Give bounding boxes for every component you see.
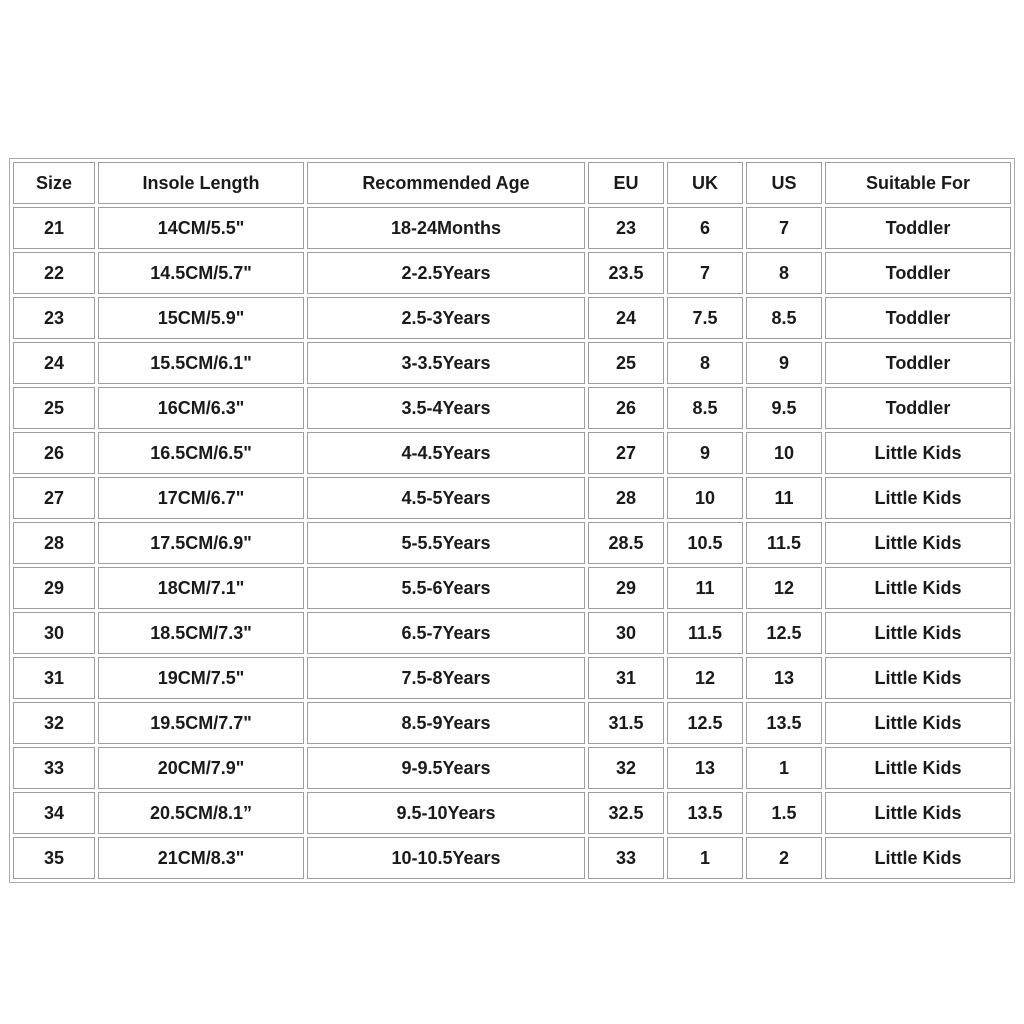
cell-suitable-for: Little Kids xyxy=(825,702,1011,744)
cell-uk: 7 xyxy=(667,252,743,294)
cell-eu: 29 xyxy=(588,567,664,609)
cell-insole-length: 16.5CM/6.5" xyxy=(98,432,304,474)
table-row xyxy=(13,567,1011,609)
cell-uk: 9 xyxy=(667,432,743,474)
cell-suitable-for: Little Kids xyxy=(825,657,1011,699)
cell-eu: 26 xyxy=(588,387,664,429)
cell-recommended-age: 7.5-8Years xyxy=(307,657,585,699)
cell-insole-length: 19.5CM/7.7" xyxy=(98,702,304,744)
cell-recommended-age: 6.5-7Years xyxy=(307,612,585,654)
cell-suitable-for: Toddler xyxy=(825,342,1011,384)
cell-size: 31 xyxy=(13,657,95,699)
cell-us: 11.5 xyxy=(746,522,822,564)
cell-us: 13 xyxy=(746,657,822,699)
cell-recommended-age: 4.5-5Years xyxy=(307,477,585,519)
table-row xyxy=(13,207,1011,249)
cell-us: 7 xyxy=(746,207,822,249)
cell-insole-length: 20.5CM/8.1” xyxy=(98,792,304,834)
cell-us: 11 xyxy=(746,477,822,519)
size-chart-table xyxy=(9,158,1015,883)
cell-us: 12 xyxy=(746,567,822,609)
cell-uk: 13.5 xyxy=(667,792,743,834)
cell-size: 22 xyxy=(13,252,95,294)
table-row xyxy=(13,657,1011,699)
cell-recommended-age: 18-24Months xyxy=(307,207,585,249)
table-row xyxy=(13,522,1011,564)
table-body xyxy=(13,207,1011,879)
cell-eu: 31 xyxy=(588,657,664,699)
cell-recommended-age: 5-5.5Years xyxy=(307,522,585,564)
cell-eu: 27 xyxy=(588,432,664,474)
cell-uk: 10.5 xyxy=(667,522,743,564)
header-suitable-for: Suitable For xyxy=(825,162,1011,204)
table-row xyxy=(13,747,1011,789)
cell-uk: 12.5 xyxy=(667,702,743,744)
header-eu: EU xyxy=(588,162,664,204)
cell-size: 35 xyxy=(13,837,95,879)
cell-eu: 30 xyxy=(588,612,664,654)
cell-eu: 32 xyxy=(588,747,664,789)
table-row xyxy=(13,477,1011,519)
cell-size: 30 xyxy=(13,612,95,654)
cell-size: 33 xyxy=(13,747,95,789)
cell-recommended-age: 9-9.5Years xyxy=(307,747,585,789)
cell-uk: 8 xyxy=(667,342,743,384)
cell-eu: 23.5 xyxy=(588,252,664,294)
cell-eu: 28.5 xyxy=(588,522,664,564)
header-recommended-age: Recommended Age xyxy=(307,162,585,204)
cell-us: 1.5 xyxy=(746,792,822,834)
header-uk: UK xyxy=(667,162,743,204)
cell-uk: 10 xyxy=(667,477,743,519)
cell-suitable-for: Toddler xyxy=(825,297,1011,339)
cell-size: 29 xyxy=(13,567,95,609)
cell-size: 25 xyxy=(13,387,95,429)
cell-uk: 11 xyxy=(667,567,743,609)
cell-us: 9.5 xyxy=(746,387,822,429)
header-insole-length: Insole Length xyxy=(98,162,304,204)
cell-suitable-for: Little Kids xyxy=(825,477,1011,519)
cell-us: 2 xyxy=(746,837,822,879)
cell-suitable-for: Toddler xyxy=(825,207,1011,249)
cell-uk: 1 xyxy=(667,837,743,879)
cell-insole-length: 17CM/6.7" xyxy=(98,477,304,519)
cell-suitable-for: Little Kids xyxy=(825,522,1011,564)
cell-insole-length: 18.5CM/7.3" xyxy=(98,612,304,654)
cell-suitable-for: Little Kids xyxy=(825,567,1011,609)
cell-suitable-for: Little Kids xyxy=(825,837,1011,879)
table-row xyxy=(13,612,1011,654)
header-row xyxy=(13,162,1011,204)
cell-eu: 23 xyxy=(588,207,664,249)
header-us: US xyxy=(746,162,822,204)
cell-eu: 28 xyxy=(588,477,664,519)
cell-us: 9 xyxy=(746,342,822,384)
table-row xyxy=(13,837,1011,879)
cell-recommended-age: 3.5-4Years xyxy=(307,387,585,429)
cell-suitable-for: Little Kids xyxy=(825,747,1011,789)
cell-us: 8 xyxy=(746,252,822,294)
cell-eu: 33 xyxy=(588,837,664,879)
cell-us: 12.5 xyxy=(746,612,822,654)
cell-suitable-for: Little Kids xyxy=(825,432,1011,474)
cell-eu: 31.5 xyxy=(588,702,664,744)
header-size: Size xyxy=(13,162,95,204)
cell-recommended-age: 8.5-9Years xyxy=(307,702,585,744)
cell-us: 13.5 xyxy=(746,702,822,744)
table-row xyxy=(13,387,1011,429)
cell-uk: 6 xyxy=(667,207,743,249)
cell-uk: 7.5 xyxy=(667,297,743,339)
cell-recommended-age: 9.5-10Years xyxy=(307,792,585,834)
table-row xyxy=(13,297,1011,339)
cell-insole-length: 14CM/5.5" xyxy=(98,207,304,249)
size-chart-container xyxy=(9,158,1012,883)
cell-uk: 8.5 xyxy=(667,387,743,429)
cell-eu: 24 xyxy=(588,297,664,339)
cell-uk: 11.5 xyxy=(667,612,743,654)
cell-size: 27 xyxy=(13,477,95,519)
table-row xyxy=(13,702,1011,744)
cell-insole-length: 20CM/7.9" xyxy=(98,747,304,789)
cell-recommended-age: 10-10.5Years xyxy=(307,837,585,879)
cell-size: 23 xyxy=(13,297,95,339)
cell-suitable-for: Little Kids xyxy=(825,612,1011,654)
table-row xyxy=(13,432,1011,474)
cell-suitable-for: Little Kids xyxy=(825,792,1011,834)
cell-insole-length: 16CM/6.3" xyxy=(98,387,304,429)
table-row xyxy=(13,792,1011,834)
cell-suitable-for: Toddler xyxy=(825,387,1011,429)
cell-insole-length: 15.5CM/6.1" xyxy=(98,342,304,384)
cell-eu: 32.5 xyxy=(588,792,664,834)
cell-uk: 12 xyxy=(667,657,743,699)
cell-size: 24 xyxy=(13,342,95,384)
cell-size: 34 xyxy=(13,792,95,834)
cell-insole-length: 19CM/7.5" xyxy=(98,657,304,699)
cell-uk: 13 xyxy=(667,747,743,789)
cell-size: 28 xyxy=(13,522,95,564)
cell-insole-length: 14.5CM/5.7" xyxy=(98,252,304,294)
cell-recommended-age: 5.5-6Years xyxy=(307,567,585,609)
cell-recommended-age: 3-3.5Years xyxy=(307,342,585,384)
cell-eu: 25 xyxy=(588,342,664,384)
cell-insole-length: 18CM/7.1" xyxy=(98,567,304,609)
cell-size: 26 xyxy=(13,432,95,474)
cell-size: 21 xyxy=(13,207,95,249)
table-row xyxy=(13,252,1011,294)
cell-recommended-age: 2.5-3Years xyxy=(307,297,585,339)
cell-us: 8.5 xyxy=(746,297,822,339)
cell-suitable-for: Toddler xyxy=(825,252,1011,294)
cell-insole-length: 15CM/5.9" xyxy=(98,297,304,339)
table-row xyxy=(13,342,1011,384)
cell-size: 32 xyxy=(13,702,95,744)
cell-insole-length: 17.5CM/6.9" xyxy=(98,522,304,564)
cell-recommended-age: 2-2.5Years xyxy=(307,252,585,294)
cell-insole-length: 21CM/8.3" xyxy=(98,837,304,879)
cell-us: 10 xyxy=(746,432,822,474)
cell-recommended-age: 4-4.5Years xyxy=(307,432,585,474)
cell-us: 1 xyxy=(746,747,822,789)
